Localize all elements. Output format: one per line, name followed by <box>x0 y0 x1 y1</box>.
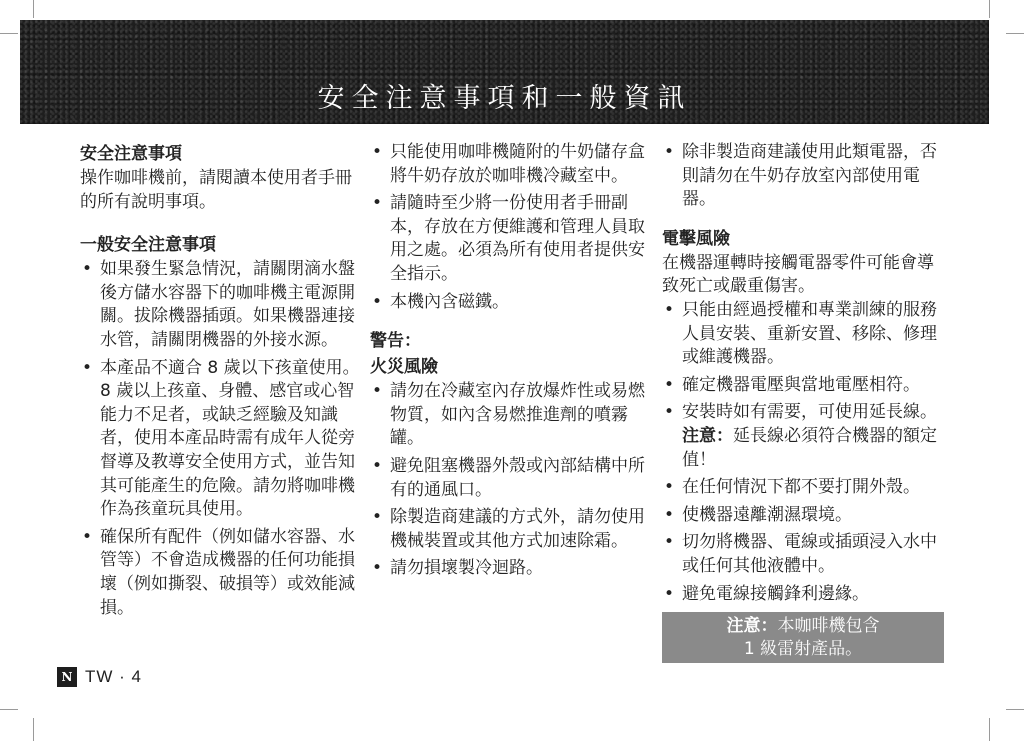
crop-mark <box>33 718 34 741</box>
laser-note-line2: 1 級雷射產品。 <box>743 639 863 659</box>
list-item: • 只能使用咖啡機隨附的牛奶儲存盒將牛奶存放於咖啡機冷藏室中。 <box>370 141 653 188</box>
extension-cord-text: 安裝時如有需要，可使用延長線。 <box>682 402 937 423</box>
crop-mark <box>0 709 18 710</box>
electric-shock-intro-text: 在機器運轉時接觸電器零件可能會導致死亡或嚴重傷害。 <box>662 252 934 297</box>
list-item: • 確保所有配件（例如儲水容器、水管等）不會造成機器的任何功能損壞（例如撕裂、破損等）或效能減損。 <box>80 526 362 620</box>
list-item: • 使機器遠離潮濕環境。 <box>662 504 944 528</box>
general-safety-list <box>80 258 362 620</box>
list-item: • 請勿在冷藏室內存放爆炸性或易燃物質，如內含易燃推進劑的噴霧罐。 <box>370 380 653 451</box>
section-heading-safety: 安全注意事項 <box>80 144 182 164</box>
crop-mark <box>1006 33 1024 34</box>
electric-shock-list <box>662 299 944 606</box>
list-item: • 本產品不適合 8 歲以下孩童使用。8 歲以上孩童、身體、感官或心智能力不足者，或缺乏經驗及知識者，使用本產品時需有成年人從旁督導及教導安全使用方式，並告知其可能產生的危險。請勿將咖啡機作為孩童玩具使用。 <box>80 357 362 522</box>
fire-risk-list <box>370 380 653 581</box>
general-safety-list-cont <box>370 141 653 314</box>
safety-intro-text: 操作咖啡機前，請閱讀本使用者手冊的所有說明事項。 <box>80 168 352 212</box>
title-banner <box>20 20 989 124</box>
laser-note-line1: 本咖啡機包含 <box>777 616 880 636</box>
list-item: • 確定機器電壓與當地電壓相符。 <box>662 374 944 398</box>
page-footer <box>57 667 142 687</box>
section-heading-general-safety: 一般安全注意事項 <box>80 235 216 256</box>
list-item: • 請隨時至少將一份使用者手冊副本，存放在方便維護和管理人員取用之處。必須為所有使用者提供安全指示。 <box>370 192 653 286</box>
crop-mark <box>33 0 34 18</box>
list-item: • 如果發生緊急情況，請關閉滴水盤後方儲水容器下的咖啡機主電源開關。拔除機器插頭。如果機器連接水管，請關閉機器的外接水源。 <box>80 258 362 352</box>
fire-risk-list-cont <box>662 141 944 212</box>
extension-cord-note-text: 延長線必須符合機器的額定值！ <box>682 425 937 470</box>
column-1 <box>80 141 362 624</box>
page-number: TW · 4 <box>85 667 142 686</box>
crop-mark <box>0 33 18 34</box>
column-3 <box>662 141 944 610</box>
crop-mark <box>1006 709 1024 710</box>
page-title: 安全注意事項和一般資訊 <box>317 83 692 114</box>
list-item: • 避免電線接觸鋒利邊緣。 <box>662 583 944 607</box>
laser-note-box <box>662 612 944 663</box>
warning-heading: 警告： <box>370 331 421 352</box>
crop-mark <box>989 0 990 18</box>
list-item: • 只能由經過授權和專業訓練的服務人員安裝、重新安置、移除、修理或維護機器。 <box>662 299 944 370</box>
list-item: • 切勿將機器、電線或插頭浸入水中或任何其他液體中。 <box>662 531 944 578</box>
column-2 <box>370 141 653 585</box>
section-heading-fire-risk: 火災風險 <box>370 357 438 378</box>
section-heading-electric-shock: 電擊風險 <box>662 228 730 249</box>
list-item: • 除非製造商建議使用此類電器，否則請勿在牛奶存放室內部使用電器。 <box>662 141 944 212</box>
list-item-extension-cord <box>662 401 944 472</box>
crop-mark <box>989 718 990 741</box>
list-item: • 除製造商建議的方式外，請勿使用機械裝置或其他方式加速除霜。 <box>370 506 653 553</box>
list-item: • 本機內含磁鐵。 <box>370 291 653 315</box>
extension-cord-note-label: 注意： <box>682 425 733 446</box>
laser-note-label: 注意： <box>726 616 778 636</box>
nespresso-logo-icon: N <box>57 667 77 687</box>
list-item: • 避免阻塞機器外殼或內部結構中所有的通風口。 <box>370 455 653 502</box>
list-item: • 請勿損壞製冷迴路。 <box>370 557 653 581</box>
list-item: • 在任何情況下都不要打開外殼。 <box>662 476 944 500</box>
